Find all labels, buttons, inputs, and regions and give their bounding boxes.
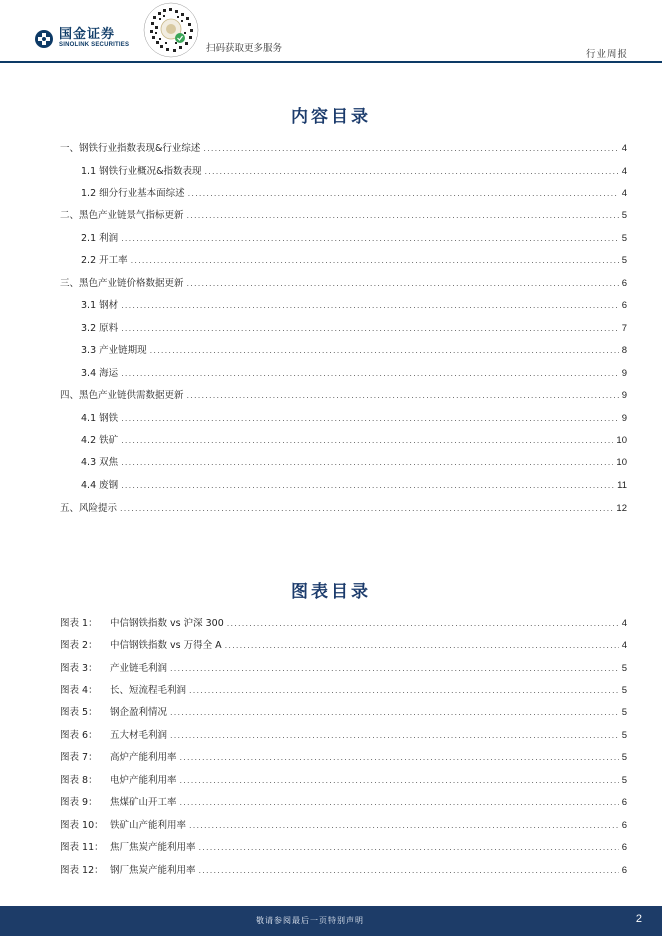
dot-leader <box>227 617 619 631</box>
figure-entry-title: 产业链毛利润 <box>110 663 168 674</box>
company-logo <box>34 28 129 49</box>
toc-entry[interactable] <box>81 434 627 448</box>
page-number: 2 <box>635 913 642 925</box>
page-footer <box>0 906 662 936</box>
figure-entry[interactable] <box>60 864 627 878</box>
toc-entry-page: 5 <box>621 233 627 244</box>
figure-entry-title: 焦煤矿山开工率 <box>110 797 177 808</box>
figure-entry[interactable] <box>60 796 627 810</box>
dot-leader <box>150 344 619 358</box>
dot-leader <box>121 434 613 448</box>
figure-entry-title: 电炉产能利用率 <box>110 775 177 786</box>
figure-entry-page: 5 <box>621 707 627 718</box>
toc-entry[interactable] <box>81 456 627 470</box>
figure-entry[interactable] <box>60 774 627 788</box>
header-divider <box>0 61 662 63</box>
figure-entry-page: 5 <box>621 752 627 763</box>
figure-entry-title: 钢企盈利情况 <box>110 707 168 718</box>
figure-entry[interactable] <box>60 617 627 631</box>
figure-entry[interactable] <box>60 662 627 676</box>
toc-entry-title: 四、黑色产业链供需数据更新 <box>60 390 184 401</box>
toc-entry[interactable] <box>81 232 627 246</box>
toc-entry-page: 7 <box>621 323 627 334</box>
toc-entry[interactable] <box>60 502 627 516</box>
toc-entry-title: 2.2 开工率 <box>81 255 128 266</box>
toc-entry-title: 1.2 细分行业基本面综述 <box>81 188 185 199</box>
toc-title: 内容目录 <box>291 107 371 127</box>
figure-entry-title: 铁矿山产能利用率 <box>110 820 187 831</box>
figure-entry-page: 5 <box>621 730 627 741</box>
toc-entry-title: 4.2 铁矿 <box>81 435 119 446</box>
figure-entry-label: 图表 8： <box>60 775 98 786</box>
figure-entry-label: 图表 2： <box>60 640 98 651</box>
dot-leader <box>121 322 619 336</box>
figure-entry-title: 长、短流程毛利润 <box>110 685 187 696</box>
toc-entry[interactable] <box>81 367 627 381</box>
document-type-label: 行业周报 <box>585 49 628 60</box>
dot-leader <box>121 479 614 493</box>
toc-entry-title: 4.1 钢铁 <box>81 413 119 424</box>
figure-entry-title: 高炉产能利用率 <box>110 752 177 763</box>
dot-leader <box>188 187 619 201</box>
dot-leader <box>121 412 619 426</box>
figure-entry-label: 图表 11： <box>60 842 104 853</box>
toc-entry-title: 4.4 废钢 <box>81 480 119 491</box>
figure-entry-title: 钢厂焦炭产能利用率 <box>110 865 196 876</box>
figure-entry[interactable] <box>60 639 627 653</box>
dot-leader <box>199 841 619 855</box>
toc-entry-page: 8 <box>621 345 627 356</box>
toc-entry[interactable] <box>81 412 627 426</box>
toc-entry-page: 12 <box>616 503 627 514</box>
logo-chinese-name: 国金证券 <box>59 27 116 42</box>
dot-leader <box>121 367 619 381</box>
figure-entry-page: 6 <box>621 820 627 831</box>
page-header <box>0 0 662 62</box>
toc-entry-page: 9 <box>621 368 627 379</box>
toc-entry-page: 4 <box>621 143 627 154</box>
dot-leader <box>187 277 619 291</box>
toc-entry-page: 5 <box>621 255 627 266</box>
toc-entry-title: 五、风险提示 <box>60 503 118 514</box>
toc-entry[interactable] <box>81 254 627 268</box>
figure-entry-label: 图表 12： <box>60 865 104 876</box>
toc-entry[interactable] <box>81 322 627 336</box>
toc-entry[interactable] <box>60 209 627 223</box>
figure-entry-label: 图表 3： <box>60 663 98 674</box>
figure-entry-label: 图表 1： <box>60 618 98 629</box>
dot-leader <box>205 165 619 179</box>
toc-entry-page: 6 <box>621 278 627 289</box>
toc-entry[interactable] <box>81 187 627 201</box>
toc-entry-title: 一、钢铁行业指数表现&行业综述 <box>60 143 201 154</box>
dot-leader <box>170 662 619 676</box>
qr-code-icon[interactable] <box>143 2 199 58</box>
dot-leader <box>180 796 619 810</box>
figure-entry-label: 图表 10： <box>60 820 104 831</box>
toc-entry-page: 9 <box>621 390 627 401</box>
figure-entry-title: 焦厂焦炭产能利用率 <box>110 842 196 853</box>
figure-entry-label: 图表 6： <box>60 730 98 741</box>
toc-entry[interactable] <box>81 344 627 358</box>
figure-entry-title: 五大材毛利润 <box>110 730 168 741</box>
dot-leader <box>121 456 613 470</box>
dot-leader <box>199 864 619 878</box>
figure-entry[interactable] <box>60 751 627 765</box>
figure-entry-title: 中信钢铁指数 vs 沪深 300 <box>110 618 224 629</box>
figure-entry-label: 图表 5： <box>60 707 98 718</box>
figure-entry[interactable] <box>60 841 627 855</box>
toc-entry-page: 6 <box>621 300 627 311</box>
dot-leader <box>189 684 619 698</box>
toc-entry-title: 4.3 双焦 <box>81 457 119 468</box>
toc-entry-title: 3.4 海运 <box>81 368 119 379</box>
sinolink-logo-icon <box>34 29 54 49</box>
figure-entry-page: 6 <box>621 842 627 853</box>
toc-entry-title: 3.1 钢材 <box>81 300 119 311</box>
dot-leader <box>180 751 619 765</box>
dot-leader <box>187 389 619 403</box>
figure-entry[interactable] <box>60 706 627 720</box>
dot-leader <box>121 299 619 313</box>
dot-leader <box>187 209 619 223</box>
toc-entry[interactable] <box>60 389 627 403</box>
toc-entry[interactable] <box>81 479 627 493</box>
dot-leader <box>203 142 618 156</box>
dot-leader <box>121 232 619 246</box>
dot-leader <box>131 254 619 268</box>
toc-entry-page: 11 <box>617 480 627 491</box>
toc-entry[interactable] <box>81 299 627 313</box>
toc-entry-page: 5 <box>621 210 627 221</box>
scan-for-services-text: 扫码获取更多服务 <box>206 43 283 54</box>
figure-entry-label: 图表 7： <box>60 752 98 763</box>
figure-entry-page: 6 <box>621 797 627 808</box>
toc-entry-title: 二、黑色产业链景气指标更新 <box>60 210 184 221</box>
figure-entry-page: 4 <box>621 640 627 651</box>
figure-entry-page: 4 <box>621 618 627 629</box>
toc-entry[interactable] <box>60 142 627 156</box>
disclaimer-notice: 敬请参阅最后一页特别声明 <box>256 916 364 925</box>
toc-entry-title: 2.1 利润 <box>81 233 119 244</box>
figure-entry-label: 图表 4： <box>60 685 98 696</box>
dot-leader <box>170 706 619 720</box>
toc-entry-page: 10 <box>616 457 627 468</box>
toc-entry[interactable] <box>60 277 627 291</box>
toc-entry-page: 9 <box>621 413 627 424</box>
dot-leader <box>170 729 619 743</box>
figure-entry-label: 图表 9： <box>60 797 98 808</box>
figure-entry[interactable] <box>60 729 627 743</box>
dot-leader <box>189 819 619 833</box>
toc-entry[interactable] <box>81 165 627 179</box>
figure-entry-page: 6 <box>621 865 627 876</box>
toc-entry-title: 3.3 产业链期现 <box>81 345 147 356</box>
figure-entry[interactable] <box>60 819 627 833</box>
figure-entry-page: 5 <box>621 775 627 786</box>
figure-entry-title: 中信钢铁指数 vs 万得全 A <box>110 640 222 651</box>
toc-entry-page: 4 <box>621 188 627 199</box>
figure-entry-page: 5 <box>621 685 627 696</box>
dot-leader <box>225 639 619 653</box>
toc-entry-title: 1.1 钢铁行业概况&指数表现 <box>81 166 202 177</box>
dot-leader <box>120 502 613 516</box>
toc-entry-page: 4 <box>621 166 627 177</box>
toc-entry-title: 3.2 原料 <box>81 323 119 334</box>
logo-english-name: SINOLINK SECURITIES <box>59 42 130 48</box>
toc-entry-page: 10 <box>616 435 627 446</box>
figure-entry-page: 5 <box>621 663 627 674</box>
figures-title: 图表目录 <box>291 582 371 602</box>
toc-entry-title: 三、黑色产业链价格数据更新 <box>60 278 184 289</box>
dot-leader <box>180 774 619 788</box>
figure-entry[interactable] <box>60 684 627 698</box>
